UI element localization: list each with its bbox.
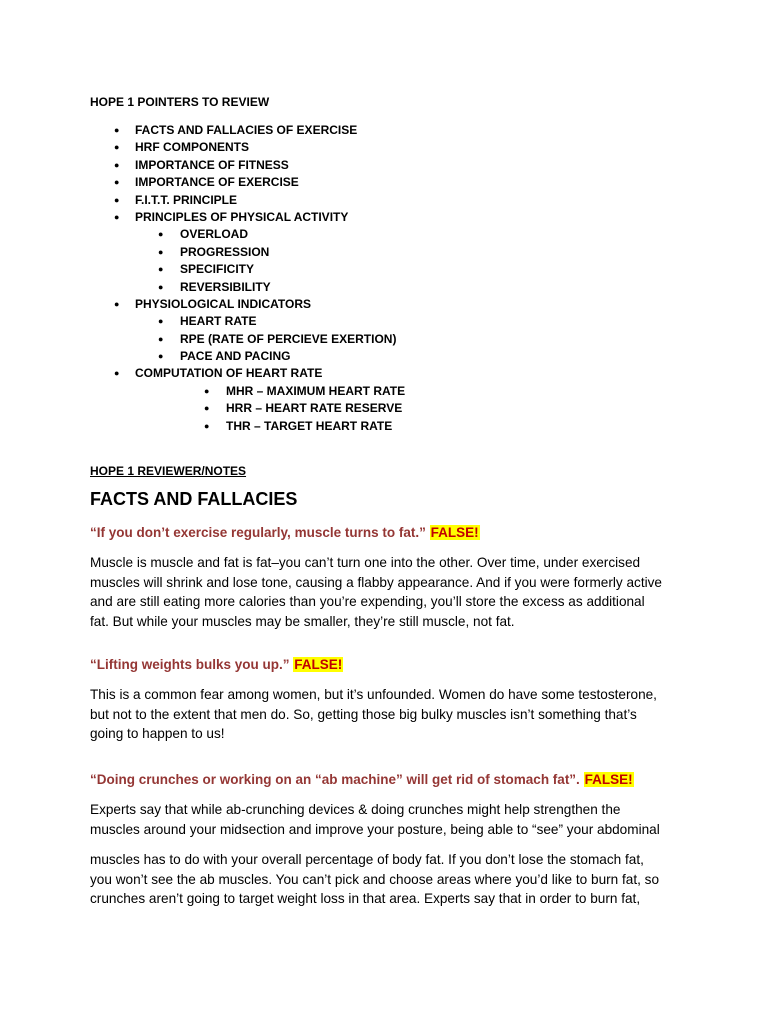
pointer-item-text: HRR – HEART RATE RESERVE [226, 401, 403, 416]
claim-1-verdict: FALSE! [430, 525, 479, 540]
paragraph-line: Experts say that while ab-crunching devices & doing crunches might help strengthen the [90, 802, 621, 817]
paragraph-line: This is a common fear among women, but it’s unfounded. Women do have some testosterone, [90, 687, 657, 702]
bullet-icon: ● [114, 298, 120, 309]
pointer-item [0, 383, 768, 400]
bullet-icon: ● [114, 211, 120, 222]
pointer-item [0, 174, 768, 191]
pointers-title: HOPE 1 POINTERS TO REVIEW [90, 95, 270, 109]
pointer-item [0, 279, 768, 296]
paragraph-3 [90, 800, 690, 839]
paragraph-1 [90, 553, 690, 631]
bullet-icon: ● [114, 125, 120, 135]
pointer-item-text: THR – TARGET HEART RATE [226, 418, 393, 433]
pointer-item [0, 313, 768, 330]
pointer-item [0, 418, 768, 435]
pointer-item [0, 226, 768, 243]
pointer-item-text: PRINCIPLES OF PHYSICAL ACTIVITY [135, 209, 349, 224]
paragraph-2 [90, 685, 690, 744]
pointer-item [0, 331, 768, 348]
pointer-item [0, 348, 768, 365]
pointer-item-text: HRF COMPONENTS [135, 140, 249, 155]
bullet-icon: ● [114, 142, 120, 153]
bullet-icon: ● [114, 159, 120, 170]
paragraph-line: going to happen to us! [90, 726, 225, 742]
pointer-item-text: MHR – MAXIMUM HEART RATE [226, 383, 406, 398]
claim-1 [90, 525, 480, 540]
claim-3-verdict: FALSE! [584, 772, 633, 787]
bullet-icon: ● [204, 403, 210, 414]
pointers-list [0, 122, 768, 435]
paragraph-line: crunches aren’t going to target weight loss in that area. Experts say that in order to burn fat, [90, 891, 641, 907]
pointer-item [0, 261, 768, 278]
paragraph-3-continued [90, 850, 690, 909]
pointer-item-text: HEART RATE [180, 314, 257, 329]
pointer-item [0, 157, 768, 174]
bullet-icon: ● [204, 385, 210, 396]
bullet-icon: ● [204, 420, 210, 431]
pointer-item-text: SPECIFICITY [180, 262, 255, 277]
pointer-item-text: FACTS AND FALLACIES OF EXERCISE [135, 123, 358, 137]
pointer-item-text: IMPORTANCE OF FITNESS [135, 157, 289, 172]
pointer-item-text: IMPORTANCE OF EXERCISE [135, 175, 299, 190]
paragraph-line: you won’t see the ab muscles. You can’t pick and choose areas where you’d like to burn fat, so [90, 871, 660, 887]
claim-3-text: “Doing crunches or working on an “ab machine” will get rid of stomach fat”. [90, 772, 580, 787]
paragraph-line: muscles will shrink and lose tone, causing a flabby appearance. And if you were formerly active [90, 574, 662, 590]
pointer-item [0, 296, 768, 313]
bullet-icon: ● [158, 246, 164, 257]
pointer-item [0, 209, 768, 226]
claim-2-verdict: FALSE! [294, 657, 343, 672]
pointer-item [0, 400, 768, 417]
pointer-item [0, 192, 768, 209]
pointer-item-text: F.I.T.T. PRINCIPLE [135, 192, 238, 207]
pointer-item-text: REVERSIBILITY [180, 279, 271, 294]
pointer-item-text: PACE AND PACING [180, 349, 291, 364]
claim-3 [90, 772, 634, 787]
bullet-icon: ● [158, 351, 164, 362]
bullet-icon: ● [158, 281, 164, 292]
pointer-item [0, 244, 768, 261]
paragraph-line: muscles around your midsection and improve your posture, being able to “see” your abdominal [90, 821, 660, 837]
claim-2 [90, 657, 343, 672]
bullet-icon: ● [158, 316, 164, 327]
pointer-item-text: COMPUTATION OF HEART RATE [135, 366, 323, 381]
pointer-item-text: PROGRESSION [180, 244, 270, 259]
pointer-item-text: OVERLOAD [180, 227, 249, 242]
bullet-icon: ● [158, 264, 164, 275]
bullet-icon: ● [114, 177, 120, 188]
paragraph-line: but not to the extent that men do. So, getting those big bulky muscles isn’t something that’s [90, 706, 637, 722]
paragraph-line: and are still eating more calories than you’re expending, you’ll store the excess as additional [90, 594, 645, 610]
notes-title: HOPE 1 REVIEWER/NOTES [90, 464, 247, 478]
paragraph-line: fat. But while your muscles may be smaller, they’re still muscle, not fat. [90, 613, 515, 629]
pointer-item-text: PHYSIOLOGICAL INDICATORS [135, 296, 312, 311]
bullet-icon: ● [158, 229, 164, 240]
bullet-icon: ● [114, 194, 120, 205]
pointer-item-text: RPE (RATE OF PERCIEVE EXERTION) [180, 331, 397, 346]
claim-2-text: “Lifting weights bulks you up.” [90, 657, 290, 672]
claim-1-text: “If you don’t exercise regularly, muscle turns to fat.” [90, 525, 426, 540]
pointer-item [0, 122, 768, 139]
pointer-item [0, 365, 768, 382]
bullet-icon: ● [158, 333, 164, 344]
pointer-item [0, 139, 768, 156]
bullet-icon: ● [114, 368, 120, 379]
paragraph-line: muscles has to do with your overall percentage of body fat. If you don’t lose the stomach fat, [90, 852, 644, 867]
paragraph-line: Muscle is muscle and fat is fat–you can’t turn one into the other. Over time, under exercised [90, 555, 641, 570]
facts-heading: FACTS AND FALLACIES [90, 489, 298, 509]
